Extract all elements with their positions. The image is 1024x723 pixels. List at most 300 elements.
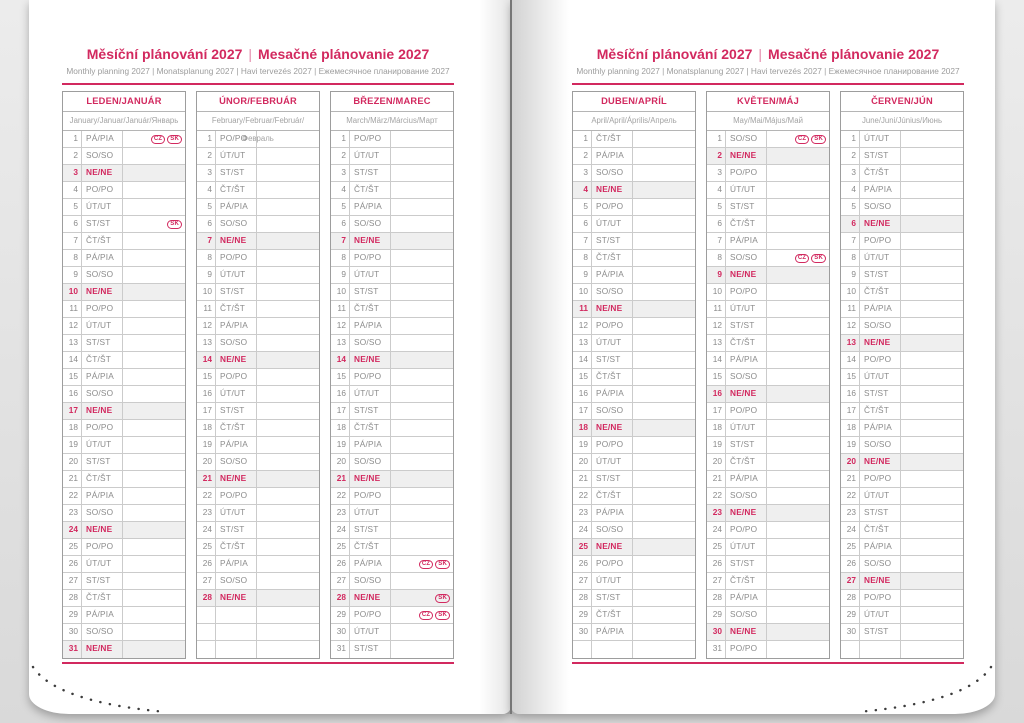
day-number: 28 xyxy=(841,590,860,606)
notes-cell xyxy=(257,471,319,487)
notes-cell xyxy=(901,420,963,436)
notes-cell xyxy=(767,233,829,249)
day-number: 24 xyxy=(331,522,350,538)
day-name: PÁ/PIA xyxy=(82,250,123,266)
day-row xyxy=(63,250,185,267)
day-name: NE/NE xyxy=(726,624,767,640)
day-row xyxy=(331,386,453,403)
day-row xyxy=(573,148,695,165)
day-name: ST/ST xyxy=(592,590,633,606)
day-row xyxy=(197,165,319,182)
cz-holiday-badge: CZ xyxy=(419,611,433,620)
notes-cell xyxy=(767,216,829,232)
sk-holiday-badge: SK xyxy=(435,560,450,569)
day-name: ST/ST xyxy=(860,505,901,521)
notes-cell xyxy=(257,318,319,334)
day-row xyxy=(573,573,695,590)
title-separator: | xyxy=(758,46,763,62)
day-number xyxy=(197,607,216,623)
day-name: ST/ST xyxy=(726,199,767,215)
day-row xyxy=(841,284,963,301)
notes-cell xyxy=(767,335,829,351)
notes-cell xyxy=(391,454,453,470)
notes-cell xyxy=(633,165,695,181)
day-row xyxy=(197,369,319,386)
day-number: 22 xyxy=(197,488,216,504)
day-row xyxy=(197,437,319,454)
day-number: 25 xyxy=(331,539,350,555)
day-row xyxy=(331,403,453,420)
day-number: 5 xyxy=(63,199,82,215)
day-name: PÁ/PIA xyxy=(350,556,391,572)
notes-cell xyxy=(901,437,963,453)
notes-cell xyxy=(123,199,185,215)
notes-cell xyxy=(257,607,319,623)
day-row xyxy=(841,488,963,505)
day-row xyxy=(63,386,185,403)
day-number: 4 xyxy=(707,182,726,198)
notes-cell xyxy=(901,352,963,368)
day-name: SO/SO xyxy=(82,505,123,521)
notes-cell xyxy=(633,607,695,623)
day-number: 23 xyxy=(63,505,82,521)
notes-cell xyxy=(257,233,319,249)
notes-cell xyxy=(391,556,453,572)
notes-cell xyxy=(391,386,453,402)
notes-cell xyxy=(767,522,829,538)
notes-cell xyxy=(901,318,963,334)
page-title xyxy=(572,46,964,62)
day-name: ÚT/UT xyxy=(82,199,123,215)
day-row xyxy=(707,522,829,539)
notes-cell xyxy=(391,488,453,504)
day-name: ST/ST xyxy=(726,318,767,334)
day-row xyxy=(573,556,695,573)
day-row xyxy=(197,250,319,267)
notes-cell xyxy=(123,641,185,658)
notes-cell xyxy=(767,199,829,215)
month-name: ÚNOR/FEBRUÁR xyxy=(197,92,319,112)
day-number: 12 xyxy=(841,318,860,334)
day-row xyxy=(707,267,829,284)
day-row xyxy=(573,284,695,301)
day-row xyxy=(197,590,319,607)
day-number: 23 xyxy=(707,505,726,521)
notes-cell xyxy=(257,437,319,453)
day-number: 29 xyxy=(331,607,350,623)
left-page-content xyxy=(62,0,454,664)
day-row xyxy=(841,335,963,352)
day-number: 21 xyxy=(707,471,726,487)
day-number: 25 xyxy=(197,539,216,555)
notes-cell xyxy=(391,267,453,283)
day-row xyxy=(573,199,695,216)
notes-cell xyxy=(257,488,319,504)
day-row xyxy=(197,556,319,573)
notes-cell xyxy=(391,165,453,181)
day-number: 5 xyxy=(197,199,216,215)
day-number: 17 xyxy=(63,403,82,419)
day-row xyxy=(707,369,829,386)
day-name: ČT/ŠT xyxy=(860,284,901,300)
notes-cell xyxy=(391,641,453,658)
notes-cell xyxy=(901,199,963,215)
notes-cell xyxy=(767,284,829,300)
day-row xyxy=(573,590,695,607)
day-number: 30 xyxy=(331,624,350,640)
day-row xyxy=(841,165,963,182)
notes-cell xyxy=(767,165,829,181)
day-name: PÁ/PIA xyxy=(592,267,633,283)
day-number: 20 xyxy=(707,454,726,470)
notes-cell xyxy=(391,573,453,589)
day-row xyxy=(573,522,695,539)
day-name: ÚT/UT xyxy=(216,386,257,402)
notes-cell xyxy=(767,250,829,266)
day-name: PO/PO xyxy=(82,301,123,317)
cz-holiday-badge: CZ xyxy=(795,135,809,144)
day-name: NE/NE xyxy=(860,335,901,351)
page-subtitle: Monthly planning 2027 | Monatsplanung 2027 | Havi tervezés 2027 | Ежемесячное планирование 2027 xyxy=(66,66,450,76)
day-row xyxy=(707,437,829,454)
day-row xyxy=(707,471,829,488)
day-name: NE/NE xyxy=(726,148,767,164)
day-number: 6 xyxy=(707,216,726,232)
day-row xyxy=(331,607,453,624)
notes-cell xyxy=(633,233,695,249)
day-number: 6 xyxy=(331,216,350,232)
day-name: ST/ST xyxy=(82,573,123,589)
day-name: ST/ST xyxy=(860,386,901,402)
book-gutter xyxy=(510,0,512,714)
day-name: ČT/ŠT xyxy=(82,352,123,368)
day-number: 18 xyxy=(197,420,216,436)
day-name: PÁ/PIA xyxy=(350,199,391,215)
day-name: NE/NE xyxy=(860,216,901,232)
day-name: PÁ/PIA xyxy=(82,369,123,385)
day-name: PO/PO xyxy=(860,590,901,606)
empty-row xyxy=(197,607,319,624)
day-number: 28 xyxy=(331,590,350,606)
day-name: SO/SO xyxy=(592,403,633,419)
day-name: SO/SO xyxy=(350,216,391,232)
day-number: 9 xyxy=(707,267,726,283)
day-number: 13 xyxy=(63,335,82,351)
notes-cell xyxy=(767,267,829,283)
day-row xyxy=(707,182,829,199)
day-number: 24 xyxy=(197,522,216,538)
day-row xyxy=(331,284,453,301)
day-number: 20 xyxy=(331,454,350,470)
day-number: 21 xyxy=(63,471,82,487)
day-row xyxy=(707,165,829,182)
day-name: PO/PO xyxy=(350,250,391,266)
day-row xyxy=(841,454,963,471)
notes-cell xyxy=(901,556,963,572)
day-number: 5 xyxy=(331,199,350,215)
notes-cell xyxy=(901,284,963,300)
day-name: NE/NE xyxy=(726,386,767,402)
notes-cell xyxy=(391,420,453,436)
month-name: KVĚTEN/MÁJ xyxy=(707,92,829,112)
notes-cell xyxy=(901,131,963,147)
day-row xyxy=(197,573,319,590)
month-days xyxy=(331,131,453,658)
day-number: 11 xyxy=(573,301,592,317)
notes-cell xyxy=(391,607,453,623)
day-row xyxy=(331,352,453,369)
day-row xyxy=(707,318,829,335)
day-number: 13 xyxy=(197,335,216,351)
day-number: 27 xyxy=(841,573,860,589)
day-number: 20 xyxy=(573,454,592,470)
notes-cell xyxy=(901,522,963,538)
day-row xyxy=(707,403,829,420)
day-number: 12 xyxy=(707,318,726,334)
day-number: 2 xyxy=(573,148,592,164)
notes-cell xyxy=(257,199,319,215)
day-row xyxy=(331,420,453,437)
notes-cell xyxy=(257,284,319,300)
day-name: ČT/ŠT xyxy=(350,539,391,555)
day-number: 29 xyxy=(573,607,592,623)
day-number: 28 xyxy=(63,590,82,606)
notes-cell xyxy=(123,148,185,164)
notes-cell xyxy=(767,488,829,504)
day-row xyxy=(573,267,695,284)
day-name: ÚT/UT xyxy=(592,216,633,232)
day-name: NE/NE xyxy=(216,352,257,368)
day-name xyxy=(216,607,257,623)
day-number: 19 xyxy=(841,437,860,453)
notes-cell xyxy=(633,403,695,419)
notes-cell xyxy=(257,522,319,538)
page-title-slovak: Mesačné plánovanie 2027 xyxy=(768,46,940,62)
day-row xyxy=(63,301,185,318)
day-name: SO/SO xyxy=(860,556,901,572)
day-name: ČT/ŠT xyxy=(726,335,767,351)
notes-cell xyxy=(391,301,453,317)
day-number: 5 xyxy=(707,199,726,215)
day-number: 16 xyxy=(63,386,82,402)
day-row xyxy=(331,641,453,658)
day-row xyxy=(841,148,963,165)
day-number: 2 xyxy=(841,148,860,164)
notes-cell xyxy=(901,488,963,504)
day-name: NE/NE xyxy=(592,420,633,436)
day-number: 3 xyxy=(197,165,216,181)
notes-cell xyxy=(633,352,695,368)
day-name: ST/ST xyxy=(82,454,123,470)
day-row xyxy=(707,148,829,165)
notes-cell xyxy=(901,573,963,589)
day-name: ČT/ŠT xyxy=(350,301,391,317)
day-row xyxy=(841,437,963,454)
day-name: PO/PO xyxy=(82,182,123,198)
day-name: ST/ST xyxy=(860,267,901,283)
day-name: PÁ/PIA xyxy=(860,420,901,436)
day-number: 12 xyxy=(63,318,82,334)
notes-cell xyxy=(123,386,185,402)
notes-cell xyxy=(633,131,695,147)
day-row xyxy=(573,420,695,437)
day-row xyxy=(841,199,963,216)
day-name: ÚT/UT xyxy=(860,369,901,385)
day-number: 5 xyxy=(841,199,860,215)
notes-cell xyxy=(123,182,185,198)
day-name: SO/SO xyxy=(592,522,633,538)
day-row xyxy=(63,437,185,454)
day-number: 19 xyxy=(707,437,726,453)
day-number: 31 xyxy=(707,641,726,658)
day-number: 10 xyxy=(197,284,216,300)
day-row xyxy=(573,216,695,233)
day-row xyxy=(707,539,829,556)
day-name: PÁ/PIA xyxy=(350,437,391,453)
day-number: 27 xyxy=(573,573,592,589)
notes-cell xyxy=(123,522,185,538)
day-name: ČT/ŠT xyxy=(350,420,391,436)
month-column-duben-apr-l xyxy=(572,91,696,659)
day-number: 14 xyxy=(63,352,82,368)
notes-cell xyxy=(901,369,963,385)
day-row xyxy=(841,624,963,641)
notes-cell xyxy=(633,522,695,538)
notes-cell xyxy=(633,182,695,198)
notes-cell xyxy=(123,165,185,181)
day-row xyxy=(841,539,963,556)
day-name: PO/PO xyxy=(860,352,901,368)
day-name: PO/PO xyxy=(216,250,257,266)
notes-cell xyxy=(767,420,829,436)
day-name: PO/PO xyxy=(350,488,391,504)
day-name: PÁ/PIA xyxy=(726,471,767,487)
notes-cell xyxy=(633,420,695,436)
page-title-slovak: Mesačné plánovanie 2027 xyxy=(258,46,430,62)
day-row xyxy=(331,471,453,488)
day-number: 26 xyxy=(63,556,82,572)
notes-cell xyxy=(901,641,963,658)
bottom-rule xyxy=(572,662,964,664)
day-number: 25 xyxy=(573,539,592,555)
day-name: SO/SO xyxy=(726,607,767,623)
day-row xyxy=(331,488,453,505)
notes-cell xyxy=(257,624,319,640)
day-name: ÚT/UT xyxy=(350,148,391,164)
day-number: 25 xyxy=(707,539,726,555)
notes-cell xyxy=(767,607,829,623)
day-name: ÚT/UT xyxy=(82,318,123,334)
empty-row xyxy=(573,641,695,658)
day-name xyxy=(860,641,901,658)
day-name: ČT/ŠT xyxy=(860,522,901,538)
notes-cell xyxy=(123,488,185,504)
month-column-kv-ten-m-j xyxy=(706,91,830,659)
day-number: 16 xyxy=(331,386,350,402)
day-name: SO/SO xyxy=(82,267,123,283)
notes-cell xyxy=(257,403,319,419)
day-row xyxy=(331,505,453,522)
sk-holiday-badge: SK xyxy=(167,220,182,229)
day-name: NE/NE xyxy=(82,403,123,419)
notes-cell xyxy=(633,471,695,487)
cz-holiday-badge: CZ xyxy=(795,254,809,263)
day-row xyxy=(707,488,829,505)
month-name: BŘEZEN/MAREC xyxy=(331,92,453,112)
notes-cell xyxy=(257,454,319,470)
day-number: 10 xyxy=(707,284,726,300)
notes-cell xyxy=(391,250,453,266)
day-number: 18 xyxy=(63,420,82,436)
day-name: ČT/ŠT xyxy=(726,454,767,470)
day-number xyxy=(573,641,592,658)
notes-cell xyxy=(257,386,319,402)
day-number: 8 xyxy=(707,250,726,266)
notes-cell xyxy=(633,250,695,266)
day-name: SO/SO xyxy=(82,386,123,402)
notes-cell xyxy=(391,148,453,164)
day-row xyxy=(331,216,453,233)
day-number: 12 xyxy=(331,318,350,334)
day-number: 9 xyxy=(331,267,350,283)
day-number xyxy=(197,641,216,658)
day-row xyxy=(573,607,695,624)
month-days xyxy=(707,131,829,658)
day-row xyxy=(197,420,319,437)
day-name: PO/PO xyxy=(726,165,767,181)
day-name: ST/ST xyxy=(216,403,257,419)
day-name: PÁ/PIA xyxy=(82,488,123,504)
day-row xyxy=(331,369,453,386)
day-name: NE/NE xyxy=(726,505,767,521)
day-name: ÚT/UT xyxy=(82,556,123,572)
day-row xyxy=(841,573,963,590)
notes-cell xyxy=(391,131,453,147)
day-name: ST/ST xyxy=(82,335,123,351)
day-row xyxy=(707,590,829,607)
day-number: 14 xyxy=(707,352,726,368)
day-name: NE/NE xyxy=(82,641,123,658)
day-row xyxy=(841,352,963,369)
day-number: 5 xyxy=(573,199,592,215)
month-languages: May/Mai/Május/Май xyxy=(707,112,829,131)
day-row xyxy=(841,420,963,437)
day-number: 1 xyxy=(331,131,350,147)
day-name: ST/ST xyxy=(726,556,767,572)
day-name: NE/NE xyxy=(860,454,901,470)
notes-cell xyxy=(123,216,185,232)
day-row xyxy=(197,301,319,318)
day-number: 17 xyxy=(841,403,860,419)
day-number: 4 xyxy=(63,182,82,198)
day-name: SO/SO xyxy=(216,454,257,470)
day-number: 16 xyxy=(573,386,592,402)
day-number: 23 xyxy=(841,505,860,521)
notes-cell xyxy=(391,539,453,555)
day-row xyxy=(707,352,829,369)
day-name: NE/NE xyxy=(726,267,767,283)
notes-cell xyxy=(257,556,319,572)
notes-cell xyxy=(123,403,185,419)
sk-holiday-badge: SK xyxy=(167,135,182,144)
month-days xyxy=(573,131,695,658)
day-row xyxy=(707,199,829,216)
day-number: 18 xyxy=(841,420,860,436)
day-number: 29 xyxy=(841,607,860,623)
day-row xyxy=(573,386,695,403)
notes-cell xyxy=(767,301,829,317)
day-name: PO/PO xyxy=(216,369,257,385)
